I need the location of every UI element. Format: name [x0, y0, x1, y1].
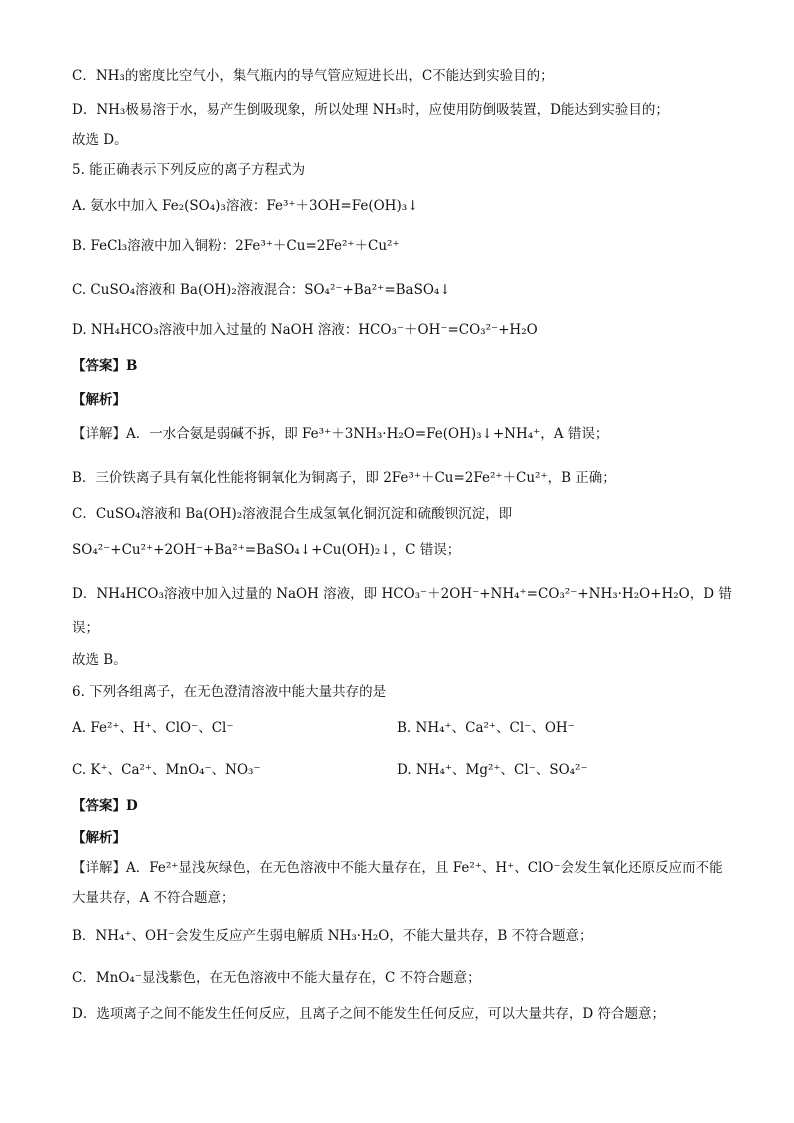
q5-option-d: D. NH₄HCO₃溶液中加入过量的 NaOH 溶液：HCO₃⁻＋OH⁻=CO₃²⁻+H₂O — [72, 322, 538, 338]
q6-detail-c: C．MnO₄⁻显浅紫色，在无色溶液中不能大量存在，C 不符合题意； — [72, 970, 481, 986]
question-6-title: 6. 下列各组离子，在无色澄清溶液中能大量共存的是 — [72, 684, 387, 700]
q6-detail-a: 【详解】A．Fe²⁺显浅灰绿色，在无色溶液中不能大量存在，且 Fe²⁺、H⁺、ClO⁻会发生氧化还原反应而不能 — [72, 860, 723, 876]
q5-option-a: A. 氨水中加入 Fe₂(SO₄)₃溶液：Fe³⁺＋3OH=Fe(OH)₃↓ — [72, 198, 419, 214]
q5-detail-c-equation: SO₄²⁻+Cu²⁺+2OH⁻+Ba²⁺=BaSO₄↓+Cu(OH)₂↓，C 错误； — [72, 542, 461, 558]
question-5-title: 5. 能正确表示下列反应的离子方程式为 — [72, 162, 306, 178]
q5-detail-d: D．NH₄HCO₃溶液中加入过量的 NaOH 溶液，即 HCO₃⁻＋2OH⁻+NH₄⁺=CO₃²⁻+NH₃·H₂O+H₂O，D 错 — [72, 586, 732, 602]
q5-analysis-label: 【解析】 — [72, 392, 126, 408]
solution-line-d-prev: D．NH₃极易溶于水，易产生倒吸现象，所以处理 NH₃时，应使用防倒吸装置，D能达到实验目的； — [72, 102, 669, 118]
q5-detail-d-cont: 误； — [72, 620, 99, 636]
q6-option-d: D. NH₄⁺、Mg²⁺、Cl⁻、SO₄²⁻ — [397, 762, 588, 778]
q6-analysis-label: 【解析】 — [72, 830, 126, 846]
q5-conclusion: 故选 B。 — [72, 652, 127, 668]
q6-detail-d: D．选项离子之间不能发生任何反应，且离子之间不能发生任何反应，可以大量共存，D 符合题意； — [72, 1006, 665, 1022]
q6-detail-b: B．NH₄⁺、OH⁻会发生反应产生弱电解质 NH₃·H₂O，不能大量共存，B 不符合题意； — [72, 928, 593, 944]
q6-option-a: A. Fe²⁺、H⁺、ClO⁻、Cl⁻ — [72, 720, 234, 736]
conclusion-line: 故选 D。 — [72, 132, 128, 148]
q5-detail-a: 【详解】A．一水合氨是弱碱不拆，即 Fe³⁺＋3NH₃·H₂O=Fe(OH)₃↓+NH₄⁺，A 错误； — [72, 426, 609, 442]
q5-option-c: C. CuSO₄溶液和 Ba(OH)₂溶液混合：SO₄²⁻+Ba²⁺=BaSO₄↓ — [72, 282, 451, 298]
q6-option-b: B. NH₄⁺、Ca²⁺、Cl⁻、OH⁻ — [397, 720, 575, 736]
q6-answer: 【答案】D — [72, 798, 138, 814]
q5-answer: 【答案】B — [72, 358, 138, 374]
q5-detail-b: B．三价铁离子具有氧化性能将铜氧化为铜离子，即 2Fe³⁺＋Cu=2Fe²⁺＋Cu²⁺，B 正确； — [72, 470, 616, 486]
solution-line-c-prev: C．NH₃的密度比空气小，集气瓶内的导气管应短进长出，C不能达到实验目的； — [72, 68, 554, 84]
q6-detail-a-cont: 大量共存，A 不符合题意； — [72, 890, 235, 906]
q5-detail-c: C．CuSO₄溶液和 Ba(OH)₂溶液混合生成氢氧化铜沉淀和硫酸钡沉淀，即 — [72, 506, 513, 522]
q5-option-b: B. FeCl₃溶液中加入铜粉：2Fe³⁺＋Cu=2Fe²⁺＋Cu²⁺ — [72, 238, 400, 254]
q6-option-c: C. K⁺、Ca²⁺、MnO₄⁻、NO₃⁻ — [72, 762, 261, 778]
